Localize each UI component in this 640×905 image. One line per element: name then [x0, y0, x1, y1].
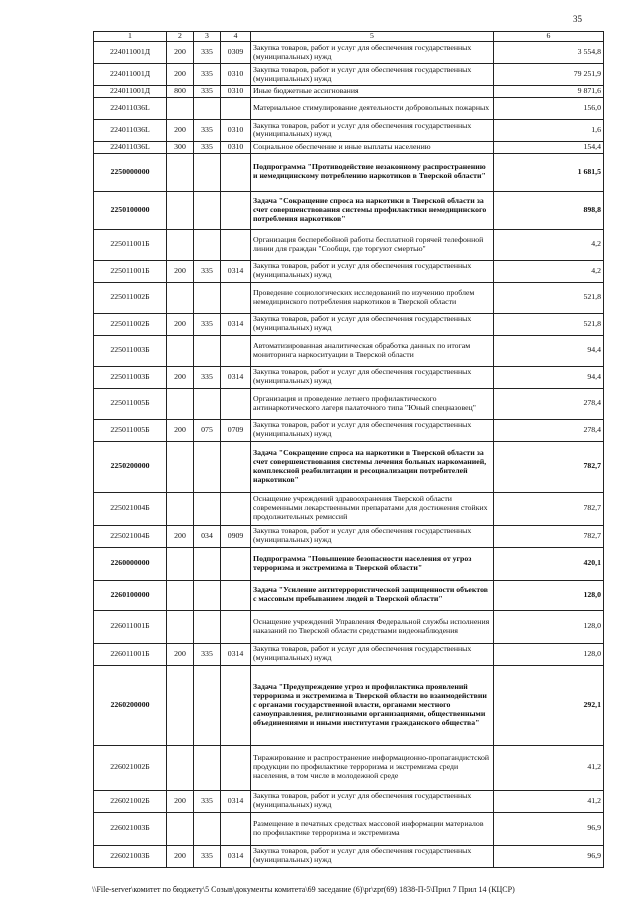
row-column-4-cell [221, 282, 251, 313]
row-description-cell: Оснащение учреждений Управления Федеральной службы исполнения наказаний по Тверской области средствами видеонаблюдения [251, 610, 494, 643]
row-column-2-cell: 300 [167, 141, 194, 153]
row-description-cell: Подпрограмма "Повышение безопасности населения от угроз терроризма и экстремизма в Тверской области" [251, 547, 494, 580]
row-description-cell: Закупка товаров, работ и услуг для обеспечения государственных (муниципальных) нужд [251, 643, 494, 665]
row-code-cell: 225021004Б [94, 525, 167, 547]
table-header-row [94, 32, 604, 42]
row-amount-cell: 128,0 [494, 643, 604, 665]
row-column-2-cell [167, 745, 194, 790]
row-amount-cell: 156,0 [494, 97, 604, 119]
row-column-3-cell: 335 [194, 643, 221, 665]
row-description-cell: Материальное стимулирование деятельности добровольных пожарных [251, 97, 494, 119]
row-column-4-cell [221, 492, 251, 525]
table-row [94, 845, 604, 867]
row-column-3-cell [194, 492, 221, 525]
row-column-4-cell: 0310 [221, 141, 251, 153]
row-code-cell: 226011001Б [94, 643, 167, 665]
row-column-3-cell: 335 [194, 64, 221, 86]
row-column-3-cell [194, 580, 221, 610]
row-amount-cell: 94,4 [494, 335, 604, 366]
row-amount-cell: 41,2 [494, 745, 604, 790]
row-amount-cell: 278,4 [494, 388, 604, 419]
table-row [94, 610, 604, 643]
row-column-4-cell [221, 191, 251, 229]
budget-table [93, 31, 604, 868]
row-column-2-cell: 200 [167, 42, 194, 64]
row-code-cell: 225021004Б [94, 492, 167, 525]
row-amount-cell: 94,4 [494, 366, 604, 388]
row-code-cell: 2260100000 [94, 580, 167, 610]
row-column-2-cell [167, 282, 194, 313]
row-column-2-cell [167, 388, 194, 419]
row-column-2-cell [167, 580, 194, 610]
row-column-4-cell: 0314 [221, 643, 251, 665]
row-code-cell: 2250200000 [94, 441, 167, 492]
row-amount-cell: 4,2 [494, 260, 604, 282]
page-number: 35 [573, 14, 582, 24]
row-code-cell: 224011001Д [94, 64, 167, 86]
table-row [94, 812, 604, 845]
table-row [94, 419, 604, 441]
row-column-3-cell [194, 153, 221, 191]
row-code-cell: 224011001Д [94, 42, 167, 64]
row-amount-cell: 521,8 [494, 313, 604, 335]
row-column-4-cell: 0310 [221, 64, 251, 86]
row-code-cell: 226021003Б [94, 845, 167, 867]
row-column-4-cell [221, 610, 251, 643]
table-row [94, 141, 604, 153]
column-header: 4 [221, 32, 251, 42]
row-column-3-cell [194, 388, 221, 419]
row-column-2-cell: 200 [167, 313, 194, 335]
table-row [94, 335, 604, 366]
row-code-cell: 225011001Б [94, 260, 167, 282]
row-column-3-cell: 335 [194, 313, 221, 335]
row-amount-cell: 898,8 [494, 191, 604, 229]
row-description-cell: Закупка товаров, работ и услуг для обеспечения государственных (муниципальных) нужд [251, 845, 494, 867]
row-column-3-cell: 075 [194, 419, 221, 441]
row-column-3-cell: 335 [194, 790, 221, 812]
row-description-cell: Задача "Сокращение спроса на наркотики в Тверской области за счет совершенствования системы лечения больных наркоманией, комплексной реабилитации и ресоциализации потребителей наркотиков" [251, 441, 494, 492]
row-description-cell: Подпрограмма "Противодействие незаконному распространению и немедицинскому потреблению наркотиков в Тверской области" [251, 153, 494, 191]
table-row [94, 282, 604, 313]
row-column-2-cell [167, 97, 194, 119]
row-code-cell: 225011002Б [94, 313, 167, 335]
row-description-cell: Закупка товаров, работ и услуг для обеспечения государственных (муниципальных) нужд [251, 119, 494, 141]
row-code-cell: 224011036L [94, 97, 167, 119]
table-row [94, 42, 604, 64]
row-column-3-cell [194, 547, 221, 580]
row-column-2-cell: 200 [167, 366, 194, 388]
row-description-cell: Социальное обеспечение и иные выплаты населению [251, 141, 494, 153]
row-column-2-cell: 800 [167, 86, 194, 98]
row-column-4-cell: 0310 [221, 119, 251, 141]
table-row [94, 745, 604, 790]
row-code-cell: 224011001Д [94, 86, 167, 98]
row-column-2-cell: 200 [167, 525, 194, 547]
row-amount-cell: 1 681,5 [494, 153, 604, 191]
row-code-cell: 225011003Б [94, 335, 167, 366]
row-amount-cell: 9 871,6 [494, 86, 604, 98]
table-row [94, 97, 604, 119]
row-column-3-cell: 335 [194, 366, 221, 388]
row-description-cell: Тиражирование и распространение информационно-пропагандистской продукции по профилактике терроризма и экстремизма среди населения, в том числе в молодежной среде [251, 745, 494, 790]
table-row [94, 441, 604, 492]
row-amount-cell: 292,1 [494, 665, 604, 745]
row-column-2-cell: 200 [167, 419, 194, 441]
row-column-3-cell [194, 745, 221, 790]
table-row [94, 790, 604, 812]
row-column-3-cell [194, 812, 221, 845]
row-code-cell: 225011002Б [94, 282, 167, 313]
row-column-4-cell [221, 745, 251, 790]
row-description-cell: Иные бюджетные ассигнования [251, 86, 494, 98]
row-amount-cell: 278,4 [494, 419, 604, 441]
row-description-cell: Закупка товаров, работ и услуг для обеспечения государственных (муниципальных) нужд [251, 790, 494, 812]
row-column-2-cell [167, 441, 194, 492]
row-code-cell: 2260200000 [94, 665, 167, 745]
table-row [94, 229, 604, 260]
row-column-2-cell [167, 812, 194, 845]
row-column-3-cell [194, 229, 221, 260]
row-description-cell: Размещение в печатных средствах массовой информации материалов по профилактике терроризма и экстремизма [251, 812, 494, 845]
row-code-cell: 226021003Б [94, 812, 167, 845]
row-amount-cell: 154,4 [494, 141, 604, 153]
row-code-cell: 224011036L [94, 141, 167, 153]
row-amount-cell: 521,8 [494, 282, 604, 313]
row-column-4-cell [221, 388, 251, 419]
row-column-4-cell: 0709 [221, 419, 251, 441]
row-description-cell: Оснащение учреждений здравоохранения Тверской области современными лекарственными препаратами для достижения стойких продолжительных ремиссий [251, 492, 494, 525]
table-row [94, 492, 604, 525]
row-column-2-cell [167, 229, 194, 260]
row-column-4-cell: 0314 [221, 845, 251, 867]
row-column-4-cell: 0310 [221, 86, 251, 98]
row-column-2-cell: 200 [167, 845, 194, 867]
row-column-3-cell [194, 441, 221, 492]
row-description-cell: Организация и проведение летнего профилактического антинаркотического лагеря палаточного типа "Юный спецназовец" [251, 388, 494, 419]
row-column-4-cell [221, 547, 251, 580]
row-code-cell: 2250000000 [94, 153, 167, 191]
row-column-2-cell [167, 610, 194, 643]
row-column-2-cell: 200 [167, 64, 194, 86]
row-code-cell: 2260000000 [94, 547, 167, 580]
row-column-3-cell: 335 [194, 42, 221, 64]
row-column-3-cell [194, 610, 221, 643]
row-column-4-cell [221, 441, 251, 492]
row-column-3-cell: 335 [194, 86, 221, 98]
column-header: 6 [494, 32, 604, 42]
row-description-cell: Автоматизированная аналитическая обработка данных по итогам мониторинга наркоситуации в Тверской области [251, 335, 494, 366]
table-row [94, 643, 604, 665]
row-column-4-cell [221, 812, 251, 845]
table-row [94, 525, 604, 547]
row-amount-cell: 128,0 [494, 580, 604, 610]
row-amount-cell: 3 554,8 [494, 42, 604, 64]
table-row [94, 86, 604, 98]
row-column-2-cell [167, 335, 194, 366]
row-code-cell: 224011036L [94, 119, 167, 141]
row-amount-cell: 4,2 [494, 229, 604, 260]
row-amount-cell: 420,1 [494, 547, 604, 580]
row-column-4-cell [221, 153, 251, 191]
row-amount-cell: 782,7 [494, 441, 604, 492]
row-column-4-cell [221, 665, 251, 745]
row-code-cell: 225011005Б [94, 419, 167, 441]
row-amount-cell: 96,9 [494, 812, 604, 845]
row-column-3-cell [194, 335, 221, 366]
column-header: 1 [94, 32, 167, 42]
row-code-cell: 226021002Б [94, 745, 167, 790]
row-amount-cell: 128,0 [494, 610, 604, 643]
row-column-3-cell [194, 282, 221, 313]
row-description-cell: Закупка товаров, работ и услуг для обеспечения государственных (муниципальных) нужд [251, 525, 494, 547]
table-row [94, 580, 604, 610]
row-column-4-cell: 0314 [221, 260, 251, 282]
row-column-2-cell [167, 153, 194, 191]
table-row [94, 119, 604, 141]
table-body [94, 42, 604, 868]
row-amount-cell: 96,9 [494, 845, 604, 867]
table-row [94, 366, 604, 388]
row-column-3-cell [194, 97, 221, 119]
row-amount-cell: 782,7 [494, 525, 604, 547]
row-column-4-cell: 0314 [221, 313, 251, 335]
row-column-2-cell: 200 [167, 260, 194, 282]
row-description-cell: Закупка товаров, работ и услуг для обеспечения государственных (муниципальных) нужд [251, 42, 494, 64]
row-description-cell: Закупка товаров, работ и услуг для обеспечения государственных (муниципальных) нужд [251, 64, 494, 86]
row-column-4-cell [221, 335, 251, 366]
row-description-cell: Закупка товаров, работ и услуг для обеспечения государственных (муниципальных) нужд [251, 260, 494, 282]
column-header: 3 [194, 32, 221, 42]
row-description-cell: Задача "Усиление антитеррористической защищенности объектов с массовым пребыванием людей в Тверской области" [251, 580, 494, 610]
row-column-4-cell: 0314 [221, 366, 251, 388]
row-description-cell: Закупка товаров, работ и услуг для обеспечения государственных (муниципальных) нужд [251, 419, 494, 441]
row-code-cell: 225011005Б [94, 388, 167, 419]
row-column-3-cell: 335 [194, 260, 221, 282]
table-row [94, 547, 604, 580]
row-code-cell: 225011003Б [94, 366, 167, 388]
row-amount-cell: 1,6 [494, 119, 604, 141]
row-column-3-cell [194, 191, 221, 229]
row-code-cell: 225011001Б [94, 229, 167, 260]
table-row [94, 313, 604, 335]
table-row [94, 665, 604, 745]
row-column-4-cell [221, 229, 251, 260]
row-column-3-cell [194, 665, 221, 745]
column-header: 5 [251, 32, 494, 42]
row-column-2-cell [167, 547, 194, 580]
row-code-cell: 2250100000 [94, 191, 167, 229]
table-row [94, 64, 604, 86]
row-amount-cell: 782,7 [494, 492, 604, 525]
table-row [94, 260, 604, 282]
row-column-4-cell [221, 97, 251, 119]
row-column-2-cell [167, 665, 194, 745]
table-row [94, 388, 604, 419]
row-column-2-cell: 200 [167, 119, 194, 141]
file-path-footer: \\File-server\комитет по бюджету\5 Созыв\документы комитета\69 заседание (6)\pr\zpr(69) 1838-П-5\Прил 7 Прил 14 (КЦСР) [92, 885, 515, 894]
row-column-2-cell [167, 492, 194, 525]
table-row [94, 153, 604, 191]
row-description-cell: Закупка товаров, работ и услуг для обеспечения государственных (муниципальных) нужд [251, 366, 494, 388]
row-column-4-cell: 0909 [221, 525, 251, 547]
row-column-3-cell: 335 [194, 119, 221, 141]
row-column-4-cell [221, 580, 251, 610]
table-row [94, 191, 604, 229]
row-description-cell: Проведение социологических исследований по изучению проблем немедицинского потребления наркотиков в Тверской области [251, 282, 494, 313]
row-code-cell: 226011001Б [94, 610, 167, 643]
row-amount-cell: 79 251,9 [494, 64, 604, 86]
row-column-4-cell: 0314 [221, 790, 251, 812]
row-column-3-cell: 034 [194, 525, 221, 547]
row-description-cell: Организация бесперебойной работы бесплатной горячей телефонной линии для граждан "Сообщи, где торгуют смертью" [251, 229, 494, 260]
row-column-2-cell: 200 [167, 643, 194, 665]
row-description-cell: Задача "Предупреждение угроз и профилактика проявлений терроризма и экстремизма в Тверской области во взаимодействии с органами государственной власти, органами местного самоуправления, религиозными организациями, общественными объединениями и иными институтами гражданского общества" [251, 665, 494, 745]
row-column-2-cell: 200 [167, 790, 194, 812]
row-description-cell: Задача "Сокращение спроса на наркотики в Тверской области за счет совершенствования системы профилактики немедицинского потребления наркотиков" [251, 191, 494, 229]
row-column-3-cell: 335 [194, 141, 221, 153]
row-description-cell: Закупка товаров, работ и услуг для обеспечения государственных (муниципальных) нужд [251, 313, 494, 335]
row-column-4-cell: 0309 [221, 42, 251, 64]
row-column-3-cell: 335 [194, 845, 221, 867]
column-header: 2 [167, 32, 194, 42]
row-amount-cell: 41,2 [494, 790, 604, 812]
row-code-cell: 226021002Б [94, 790, 167, 812]
row-column-2-cell [167, 191, 194, 229]
